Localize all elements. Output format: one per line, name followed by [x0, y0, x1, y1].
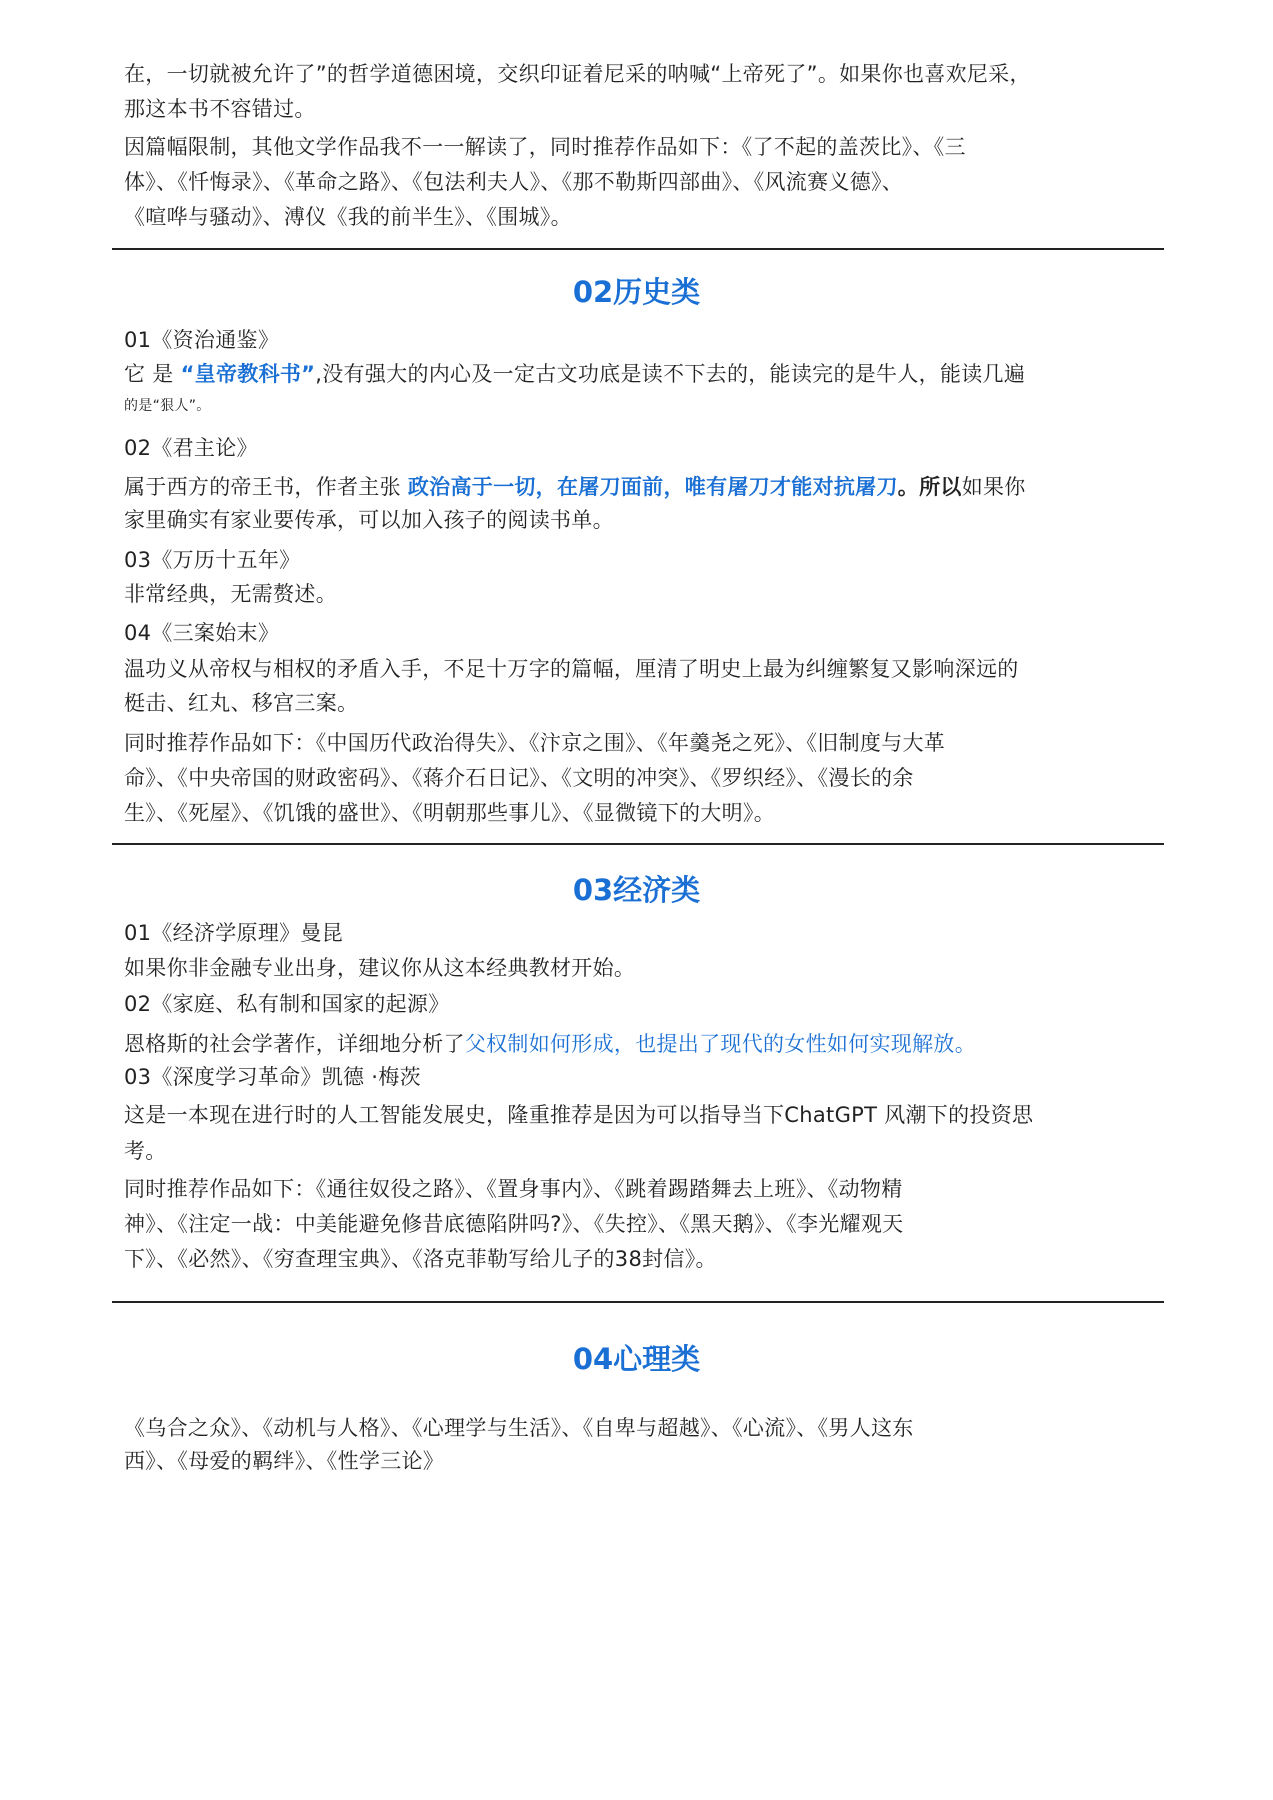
bold-text: 。所以	[897, 475, 962, 499]
highlight-text: “皇帝教科书”	[180, 362, 316, 386]
desc-text: 恩格斯的社会学著作，详细地分析了	[124, 1032, 465, 1056]
section-divider	[112, 248, 1164, 250]
history-book-desc: 家里确实有家业要传承，可以加入孩子的阅读书单。	[124, 508, 614, 532]
economics-book-desc: 如果你非金融专业出身，建议你从这本经典教材开始。	[124, 956, 636, 980]
economics-book-desc: 这是一本现在进行时的人工智能发展史，隆重推荐是因为可以指导当下ChatGPT 风潮下的投资思	[124, 1103, 1034, 1127]
lit-recommend-line: 《喧哗与骚动》、溥仪《我的前半生》、《围城》。	[124, 205, 572, 229]
psychology-recommend-line: 西》、《母爱的羁绊》、《性学三论》	[124, 1449, 445, 1473]
desc-text: 它 是	[124, 362, 181, 386]
history-book-desc: 非常经典，无需赘述。	[124, 582, 337, 606]
economics-recommend-line: 下》、《必然》、《穷查理宝典》、《洛克菲勒写给儿子的38封信》。	[124, 1247, 717, 1271]
economics-book-title: 02《家庭、私有制和国家的起源》	[124, 992, 450, 1016]
lit-paragraph-line: 在，一切就被允许了”的哲学道德困境，交织印证着尼采的呐喊“上帝死了”。如果你也喜欢尼采，	[124, 62, 1031, 86]
economics-recommend-line: 神》、《注定一战：中美能避免修昔底德陷阱吗?》、《失控》、《黑天鹅》、《李光耀观天	[124, 1212, 904, 1236]
history-book-title: 01《资治通鉴》	[124, 328, 280, 352]
economics-book-title: 01《经济学原理》曼昆	[124, 921, 344, 945]
history-book-title: 02《君主论》	[124, 436, 258, 460]
history-book-title: 04《三案始末》	[124, 621, 280, 645]
history-book-desc-small: 的是“狠人”。	[124, 398, 211, 414]
desc-text: 属于西方的帝王书，作者主张	[124, 475, 408, 499]
economics-book-desc: 考。	[124, 1139, 167, 1163]
section-divider	[112, 843, 1164, 845]
desc-text: ,没有强大的内心及一定古文功底是读不下去的，能读完的是牛人，能读几遍	[315, 362, 1026, 386]
economics-book-desc	[124, 1029, 976, 1059]
highlight-text: 父权制如何形成，也提出了现代的女性如何实现解放。	[464, 1032, 977, 1056]
history-recommend-line: 生》、《死屋》、《饥饿的盛世》、《明朝那些事儿》、《显微镜下的大明》。	[124, 801, 775, 825]
history-heading: 02历史类	[572, 275, 701, 309]
highlight-text: 政治高于一切，在屠刀面前，唯有屠刀才能对抗屠刀	[407, 475, 898, 499]
history-book-title: 03《万历十五年》	[124, 548, 301, 572]
desc-text: 如果你	[961, 475, 1026, 499]
history-recommend-line: 同时推荐作品如下：《中国历代政治得失》、《汴京之围》、《年羹尧之死》、《旧制度与大革	[124, 731, 946, 755]
history-book-desc: 梃击、红丸、移宫三案。	[124, 691, 359, 715]
lit-recommend-line: 因篇幅限制，其他文学作品我不一一解读了，同时推荐作品如下：《了不起的盖茨比》、《三	[124, 135, 966, 159]
lit-recommend-line: 体》、《忏悔录》、《革命之路》、《包法利夫人》、《那不勒斯四部曲》、《风流赛义德》、	[124, 170, 904, 194]
economics-book-title: 03《深度学习革命》凯德 ·梅茨	[124, 1065, 421, 1089]
psychology-recommend-line: 《乌合之众》、《动机与人格》、《心理学与生活》、《自卑与超越》、《心流》、《男人这东	[124, 1416, 914, 1440]
history-recommend-line: 命》、《中央帝国的财政密码》、《蒋介石日记》、《文明的冲突》、《罗织经》、《漫长的余	[124, 766, 914, 790]
section-divider	[112, 1301, 1164, 1303]
history-book-desc	[124, 359, 1025, 389]
lit-paragraph-line: 那这本书不容错过。	[124, 97, 316, 121]
psychology-heading: 04心理类	[572, 1342, 701, 1376]
economics-heading: 03经济类	[572, 873, 701, 907]
history-book-desc: 温功义从帝权与相权的矛盾入手，不足十万字的篇幅，厘清了明史上最为纠缠繁复又影响深远的	[124, 657, 1019, 681]
economics-recommend-line: 同时推荐作品如下：《通往奴役之路》、《置身事内》、《跳着踢踏舞去上班》、《动物精	[124, 1177, 903, 1201]
history-book-desc	[124, 472, 1026, 502]
